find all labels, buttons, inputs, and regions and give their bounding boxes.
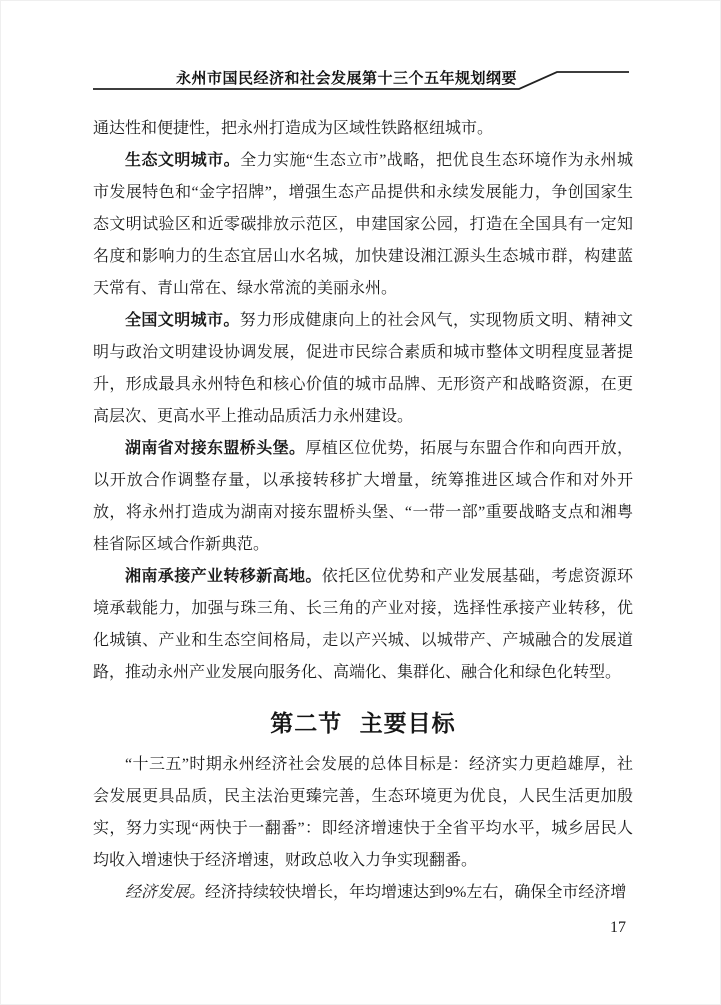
paragraph-lead: 湖南省对接东盟桥头堡。 — [125, 440, 306, 457]
paragraph-text: 依托区位优势和产业发展基础，考虑资源环境承载能力，加强与珠三角、长三角的产业对接，选择性承接产业转移，优化城镇、产业和生态空间格局，走以产兴城、以城带产、产城融合的发展道路，推动永州产业发展向服务化、高端化、集群化、融合化和绿色化转型。 — [93, 568, 633, 681]
paragraph-civilized-city — [93, 305, 633, 433]
document-body — [93, 113, 633, 909]
page-number: 17 — [610, 919, 626, 936]
paragraph-industry-transfer — [93, 561, 633, 689]
paragraph-asean-bridgehead — [93, 433, 633, 561]
paragraph-lead: 生态文明城市。 — [125, 152, 241, 169]
paragraph-text: 通达性和便捷性，把永州打造成为区域性铁路枢纽城市。 — [93, 120, 494, 137]
paragraph-eco-city — [93, 145, 633, 305]
paragraph-economic-development — [93, 877, 633, 909]
paragraph-text: 全力实施“生态立市”战略，把优良生态环境作为永州城市发展特色和“金字招牌”，增强生态产品提供和永续发展能力，争创国家生态文明试验区和近零碳排放示范区，申建国家公园，打造在全国具有一定知名度和影响力的生态宜居山水名城，加快建设湘江源头生态城市群，构建蓝天常有、青山常在、绿水常流的美丽永州。 — [93, 152, 633, 297]
paragraph-text: “十三五”时期永州经济社会发展的总体目标是：经济实力更趋雄厚，社会发展更具品质，民主法治更臻完善，生态环境更为优良，人民生活更加殷实，努力实现“两快于一翻番”：即经济增速快于全省平均水平，城乡居民人均收入增速快于经济增速，财政总收入力争实现翻番。 — [93, 756, 633, 869]
header-rule-line — [1, 1, 721, 101]
paragraph-text: 厚植区位优势，拓展与东盟合作和向西开放，以开放合作调整存量，以承接转移扩大增量，统筹推进区域合作和对外开放，将永州打造成为湖南对接东盟桥头堡、“一带一部”重要战略支点和湘粤桂省际区域合作新典范。 — [93, 440, 633, 553]
paragraph-text: 经济持续较快增长，年均增速达到9%左右，确保全市经济增 — [205, 884, 627, 901]
section-heading: 第二节 主要目标 — [270, 710, 456, 736]
paragraph-overall-goals — [93, 749, 633, 877]
paragraph-continuation — [93, 113, 633, 145]
paragraph-text: 努力形成健康向上的社会风气，实现物质文明、精神文明与政治文明建设协调发展，促进市民综合素质和城市整体文明程度显著提升，形成最具永州特色和核心价值的城市品牌、无形资产和战略资源，在更高层次、更高水平上推动品质活力永州建设。 — [93, 312, 633, 425]
paragraph-lead: 经济发展。 — [125, 884, 206, 901]
paragraph-lead: 全国文明城市。 — [125, 312, 240, 329]
paragraph-lead: 湘南承接产业转移新高地。 — [125, 568, 322, 585]
running-head-title: 永州市国民经济和社会发展第十三个五年规划纲要 — [175, 71, 517, 87]
